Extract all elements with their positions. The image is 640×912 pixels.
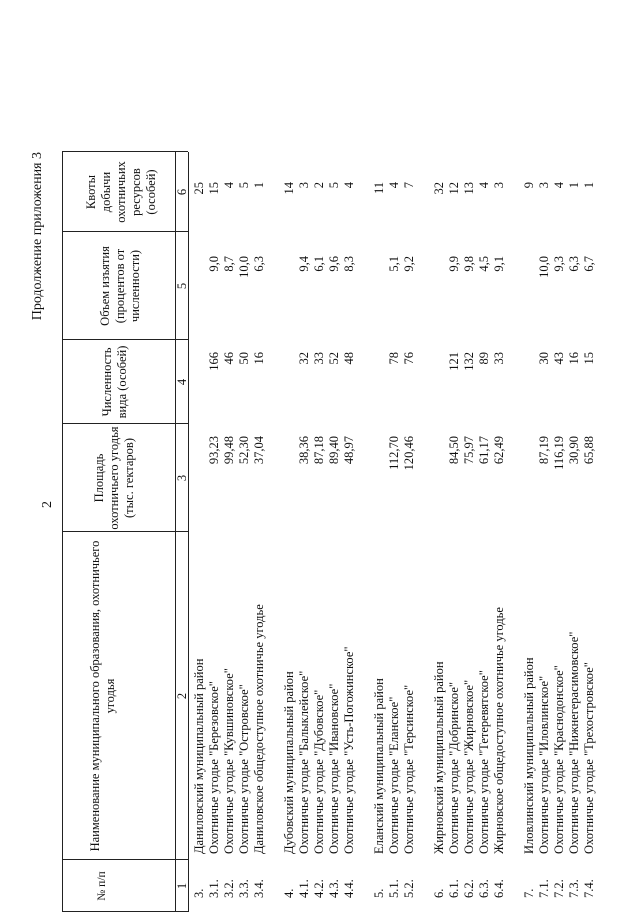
row-quota: 4	[387, 182, 401, 189]
row-harvest-percent: 10,0	[537, 256, 551, 278]
row-name: Охотничье угодье "Усть-Погожинское"	[342, 646, 356, 854]
table-row	[522, 0, 537, 912]
row-name: Охотничье угодье "Ивановское"	[327, 683, 341, 854]
row-number: 4.3.	[327, 879, 341, 898]
row-quota: 3	[297, 182, 311, 189]
row-area: 61,17	[477, 436, 491, 465]
row-name: Охотничье угодье "Жирновское"	[462, 679, 476, 854]
row-area: 93,23	[207, 436, 221, 465]
row-number: 7.	[522, 888, 536, 898]
header-col6: Квоты добычи охотничьих ресурсов (особей)	[84, 161, 158, 223]
row-name: Охотничье угодье "Кувшиновское"	[222, 668, 236, 854]
row-area: 112,70	[387, 436, 401, 470]
row-quota: 15	[207, 182, 221, 195]
row-number: 7.2.	[552, 879, 566, 898]
table-row	[237, 0, 252, 912]
row-name: Жирновский муниципальный район	[432, 661, 446, 854]
table-row	[552, 0, 567, 912]
row-area: 89,40	[327, 436, 341, 465]
row-population: 89	[477, 352, 491, 365]
row-name: Жирновское общедоступное охотничье угодье	[492, 607, 506, 854]
table-row	[432, 0, 447, 912]
table-top-border	[62, 152, 63, 912]
row-number: 7.3.	[567, 879, 581, 898]
row-quota: 4	[222, 182, 236, 189]
table-row	[252, 0, 267, 912]
row-quota: 1	[567, 182, 581, 189]
row-harvest-percent: 6,3	[252, 256, 266, 272]
row-population: 33	[492, 352, 506, 365]
row-quota: 1	[252, 182, 266, 189]
continuation-note: Продолжение приложения 3	[30, 152, 45, 321]
row-quota: 3	[492, 182, 506, 189]
row-number: 4.1.	[297, 879, 311, 898]
col-divider	[62, 859, 188, 860]
row-area: 87,19	[537, 436, 551, 465]
row-name: Еланский муниципальный район	[372, 678, 386, 854]
row-harvest-percent: 9,2	[402, 256, 416, 272]
table-row	[372, 0, 387, 912]
row-name: Охотничье угодье "Дубовское"	[312, 689, 326, 854]
row-population: 43	[552, 352, 566, 365]
row-name: Охотничье угодье "Балыклейское"	[297, 670, 311, 854]
row-harvest-percent: 4,5	[477, 256, 491, 272]
table-row	[207, 0, 222, 912]
table-row	[222, 0, 237, 912]
row-name: Охотничье угодье "Иловлинское"	[537, 675, 551, 854]
table-row	[402, 0, 417, 912]
row-harvest-percent: 10,0	[237, 256, 251, 278]
row-quota: 9	[522, 182, 536, 189]
row-number: 4.	[282, 888, 296, 898]
row-number: 4.2.	[312, 879, 326, 898]
row-quota: 4	[342, 182, 356, 189]
row-name: Охотничье угодье "Тетеревятское"	[477, 670, 491, 854]
row-area: 87,18	[312, 436, 326, 465]
colnum-4: 4	[175, 378, 189, 386]
row-harvest-percent: 9,1	[492, 256, 506, 272]
row-population: 15	[582, 352, 596, 365]
row-number: 3.	[192, 888, 206, 898]
row-number: 3.3.	[237, 879, 251, 898]
colnum-3: 3	[175, 474, 189, 482]
header-col5: Объем изъятия (процентов от численности)	[98, 246, 142, 326]
row-name: Охотничье угодье "Трехостровское"	[582, 662, 596, 854]
row-number: 4.4.	[342, 879, 356, 898]
row-area: 48,97	[342, 436, 356, 465]
row-area: 37,04	[252, 436, 266, 465]
page-number: 2	[40, 501, 55, 508]
row-name: Охотничье угодье "Добринское"	[447, 682, 461, 854]
colnum-1: 1	[175, 882, 189, 890]
col-divider	[62, 231, 188, 232]
header-col1: № п/п	[96, 871, 108, 901]
row-population: 50	[237, 352, 251, 365]
row-name: Даниловский муниципальный район	[192, 658, 206, 854]
row-quota: 11	[372, 182, 386, 195]
row-number: 6.	[432, 888, 446, 898]
row-area: 84,50	[447, 436, 461, 465]
row-area: 38,36	[297, 436, 311, 465]
row-area: 30,90	[567, 436, 581, 465]
row-harvest-percent: 9,0	[207, 256, 221, 272]
table-row	[462, 0, 477, 912]
table-row	[192, 0, 207, 912]
row-quota: 5	[237, 182, 251, 189]
table-row	[282, 0, 297, 912]
row-area: 120,46	[402, 436, 416, 471]
row-population: 76	[402, 352, 416, 365]
row-harvest-percent: 6,7	[582, 256, 596, 272]
table-row	[387, 0, 402, 912]
table-row	[297, 0, 312, 912]
row-harvest-percent: 9,4	[297, 256, 311, 272]
row-quota: 7	[402, 182, 416, 189]
row-number: 6.3.	[477, 879, 491, 898]
row-number: 3.4.	[252, 879, 266, 898]
table-row	[582, 0, 597, 912]
row-area: 116,19	[552, 436, 566, 470]
row-quota: 2	[312, 182, 326, 189]
row-quota: 5	[327, 182, 341, 189]
row-number: 7.4.	[582, 879, 596, 898]
row-number: 6.4.	[492, 879, 506, 898]
row-population: 32	[297, 352, 311, 365]
row-population: 52	[327, 352, 341, 365]
table-row	[477, 0, 492, 912]
row-name: Дубовский муниципальный район	[282, 671, 296, 854]
row-population: 46	[222, 352, 236, 365]
table-row	[327, 0, 342, 912]
row-population: 16	[252, 352, 266, 365]
row-harvest-percent: 9,9	[447, 256, 461, 272]
row-harvest-percent: 9,8	[462, 256, 476, 272]
row-number: 3.1.	[207, 879, 221, 898]
row-number: 5.	[372, 888, 386, 898]
col-divider	[62, 151, 188, 152]
header-col4: Численность вида (особей)	[100, 345, 129, 419]
table-row	[342, 0, 357, 912]
row-name: Даниловское общедоступное охотничье угодье	[252, 604, 266, 854]
row-area: 52,30	[237, 436, 251, 465]
row-quota: 32	[432, 182, 446, 195]
row-area: 99,48	[222, 436, 236, 465]
row-name: Охотничье угодье "Краснодонское"	[552, 665, 566, 854]
row-name: Охотничье угодье "Еланское"	[387, 696, 401, 854]
row-number: 5.1.	[387, 879, 401, 898]
row-area: 62,49	[492, 436, 506, 465]
row-quota: 25	[192, 182, 206, 195]
row-number: 5.2.	[402, 879, 416, 898]
row-population: 33	[312, 352, 326, 365]
row-quota: 14	[282, 182, 296, 195]
table-row	[312, 0, 327, 912]
row-harvest-percent: 6,1	[312, 256, 326, 272]
table-row	[537, 0, 552, 912]
row-number: 6.1.	[447, 879, 461, 898]
row-harvest-percent: 9,3	[552, 256, 566, 272]
row-quota: 1	[582, 182, 596, 189]
col-divider	[62, 531, 188, 532]
row-area: 65,88	[582, 436, 596, 465]
row-name: Охотничье угодье "Терсинское"	[402, 684, 416, 854]
row-population: 48	[342, 352, 356, 365]
row-population: 132	[462, 352, 476, 371]
row-quota: 3	[537, 182, 551, 189]
colnum-6: 6	[175, 188, 189, 196]
row-number: 7.1.	[537, 879, 551, 898]
table-row	[492, 0, 507, 912]
row-population: 30	[537, 352, 551, 365]
colnum-2: 2	[175, 692, 189, 700]
table-row	[447, 0, 462, 912]
row-harvest-percent: 5,1	[387, 256, 401, 272]
row-population: 16	[567, 352, 581, 365]
row-name: Иловлинский муниципальный район	[522, 657, 536, 854]
row-quota: 13	[462, 182, 476, 195]
row-harvest-percent: 9,6	[327, 256, 341, 272]
row-name: Охотничье угодье "Березовское"	[207, 681, 221, 854]
row-harvest-percent: 8,3	[342, 256, 356, 272]
row-harvest-percent: 6,3	[567, 256, 581, 272]
row-area: 75,97	[462, 436, 476, 465]
col-divider	[62, 423, 188, 424]
table-row	[567, 0, 582, 912]
row-number: 3.2.	[222, 879, 236, 898]
row-number: 6.2.	[462, 879, 476, 898]
row-quota: 12	[447, 182, 461, 195]
row-quota: 4	[477, 182, 491, 189]
row-harvest-percent: 8,7	[222, 256, 236, 272]
row-population: 121	[447, 352, 461, 371]
row-name: Охотничье угодье "Островское"	[237, 684, 251, 854]
colnum-5: 5	[175, 282, 189, 290]
header-col2: Наименование муниципального образования, охотничьего угодья	[88, 540, 117, 852]
header-col3: Площадь охотничьего угодья (тыс. гектаров)	[92, 426, 136, 530]
row-population: 78	[387, 352, 401, 365]
row-quota: 4	[552, 182, 566, 189]
row-population: 166	[207, 352, 221, 371]
col-divider	[62, 339, 188, 340]
row-name: Охотничье угодье "Нижнегерасимовское"	[567, 631, 581, 854]
